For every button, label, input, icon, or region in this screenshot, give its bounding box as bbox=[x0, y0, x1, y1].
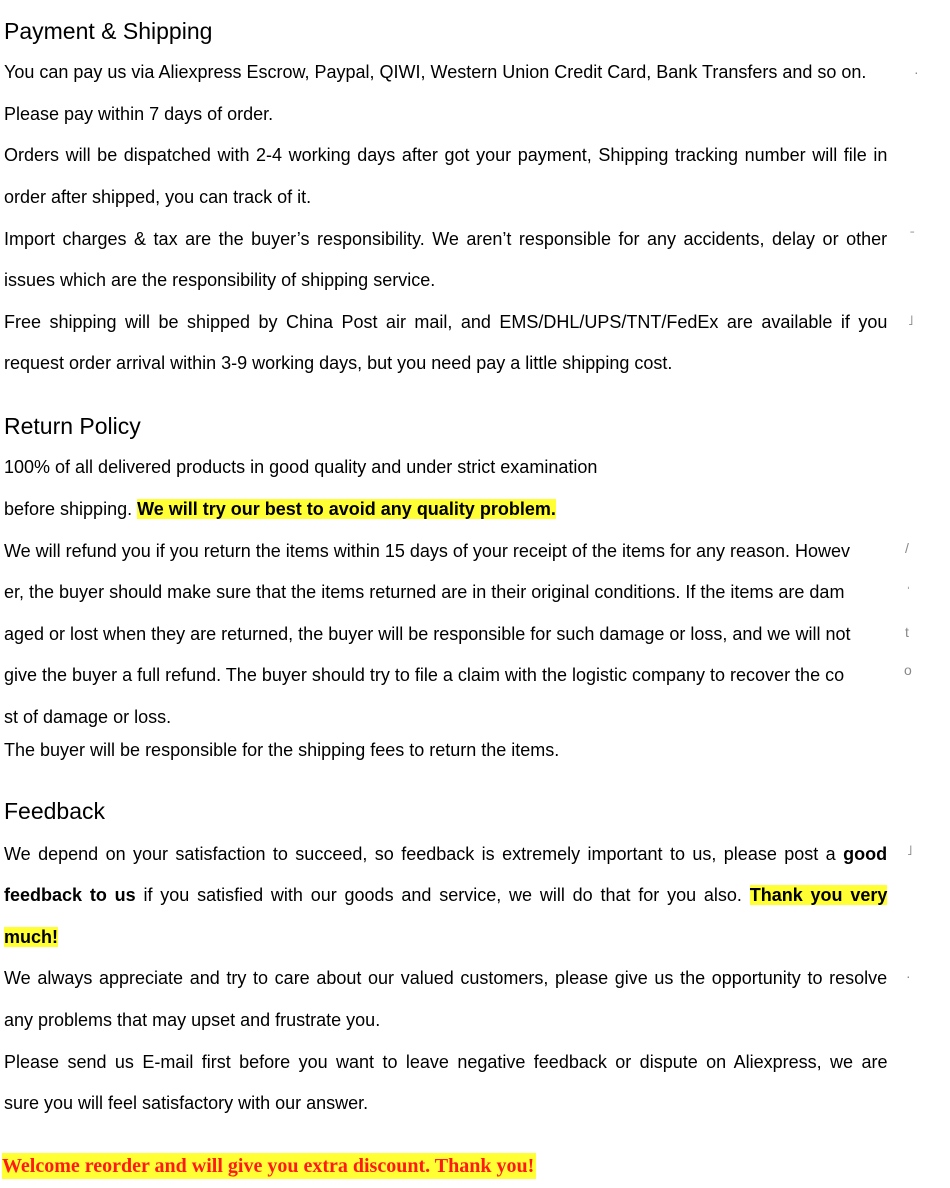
margin-mark: ˈ bbox=[906, 584, 911, 600]
refund-text-cont-2: aged or lost when they are returned, the buyer will be responsible for such damage or loss, and we will not bbox=[4, 624, 851, 644]
feedback-heading: Feedback bbox=[4, 798, 106, 824]
margin-mark: · bbox=[914, 64, 919, 80]
payment-methods-text: You can pay us via Aliexpress Escrow, Paypal, QIWI, Western Union Credit Card, Bank Transfers and so on. bbox=[4, 62, 867, 82]
margin-mark: / bbox=[905, 540, 909, 556]
refund-text-cont-1: er, the buyer should make sure that the items returned are in their original conditions. If the items are dam bbox=[4, 582, 845, 602]
dispatch-text-cont: order after shipped, you can track of it. bbox=[4, 187, 312, 207]
margin-mark: ˩ bbox=[907, 842, 913, 858]
feedback-text-prefix: We depend on your satisfaction to succeed, so feedback is extremely important to us, please post a bbox=[4, 844, 844, 864]
return-shipping-fees-text: The buyer will be responsible for the shipping fees to return the items. bbox=[4, 740, 560, 760]
import-charges-text-cont: issues which are the responsibility of shipping service. bbox=[4, 270, 436, 290]
feedback-text-cont bbox=[4, 883, 887, 907]
appreciate-text: We always appreciate and try to care about our valued customers, please give us the opportunity to resolve bbox=[4, 968, 888, 988]
feedback-text-end bbox=[4, 925, 58, 949]
refund-text: We will refund you if you return the items within 15 days of your receipt of the items for any reason. Howev bbox=[4, 541, 851, 561]
quality-text-cont bbox=[4, 497, 556, 521]
refund-text-cont-3: give the buyer a full refund. The buyer should try to file a claim with the logistic company to recover the co bbox=[4, 665, 845, 685]
closing-message: Welcome reorder and will give you extra discount. Thank you! bbox=[2, 1155, 535, 1177]
feedback-good-bold: good bbox=[843, 844, 888, 864]
feedback-to-us-bold: feedback to us bbox=[4, 885, 136, 905]
quality-text-prefix: before shipping. bbox=[4, 499, 138, 519]
import-charges-text: Import charges & tax are the buyer’s responsibility. We aren’t responsible for any accidents, delay or other bbox=[4, 229, 888, 249]
feedback-text-middle: if you satisfied with our goods and service, we will do that for you also. bbox=[135, 885, 750, 905]
quality-text: 100% of all delivered products in good quality and under strict examination bbox=[4, 457, 598, 477]
free-shipping-text: Free shipping will be shipped by China Post air mail, and EMS/DHL/UPS/TNT/FedEx are available if you bbox=[4, 312, 888, 332]
margin-mark: t bbox=[905, 624, 909, 640]
dispatch-text: Orders will be dispatched with 2-4 working days after got your payment, Shipping tracking number will file in bbox=[4, 145, 888, 165]
free-shipping-text-cont: request order arrival within 3-9 working days, but you need pay a little shipping cost. bbox=[4, 353, 673, 373]
appreciate-text-cont: any problems that may upset and frustrate you. bbox=[4, 1010, 381, 1030]
much-highlight: much! bbox=[4, 927, 58, 947]
margin-mark: ˩ bbox=[908, 312, 914, 328]
feedback-text bbox=[4, 842, 887, 866]
quality-promise-highlight: We will try our best to avoid any quality problem. bbox=[137, 499, 556, 519]
email-first-text: Please send us E-mail first before you want to leave negative feedback or dispute on Aliexpress, we are bbox=[4, 1052, 888, 1072]
margin-mark: o bbox=[904, 662, 912, 678]
margin-mark: · bbox=[906, 968, 911, 984]
email-first-text-cont: sure you will feel satisfactory with our answer. bbox=[4, 1093, 369, 1113]
margin-mark: ˉ bbox=[910, 228, 915, 244]
payment-shipping-heading: Payment & Shipping bbox=[4, 18, 213, 44]
payment-deadline-text: Please pay within 7 days of order. bbox=[4, 104, 274, 124]
refund-text-cont-4: st of damage or loss. bbox=[4, 707, 172, 727]
return-policy-heading: Return Policy bbox=[4, 413, 141, 439]
thank-you-highlight: Thank you very bbox=[749, 885, 888, 905]
